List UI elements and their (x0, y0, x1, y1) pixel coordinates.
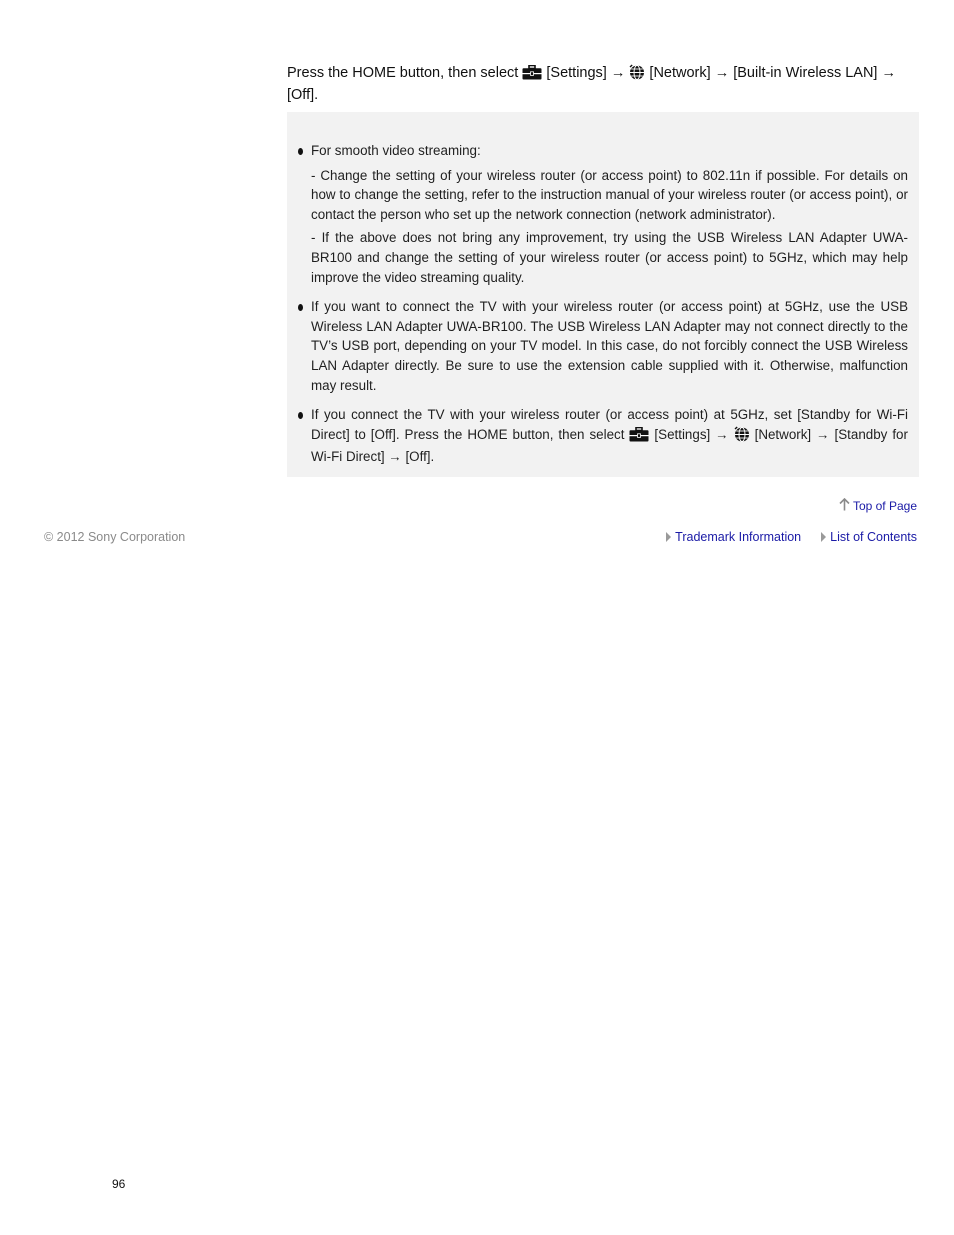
intro-instruction (287, 64, 912, 104)
intro-prefix: Press the HOME button, then select (287, 65, 519, 81)
contents-label: List of Contents (830, 530, 917, 544)
note-sub-item: - If the above does not bring any improvement, try using the USB Wireless LAN Adapter UWA-BR100 and change the setting of your wireless router (or access point) to 5GHz, which may help improve the video streaming quality. (311, 230, 908, 285)
top-of-page-link[interactable] (839, 498, 917, 514)
note-title: For smooth video streaming: (311, 143, 481, 158)
note-item (298, 405, 908, 467)
list-of-contents-link[interactable] (821, 530, 917, 544)
trademark-information-link[interactable] (666, 530, 801, 544)
notes-box (287, 112, 919, 477)
globe-icon (734, 426, 750, 448)
note-sub-item: - Change the setting of your wireless router (or access point) to 802.11n if possible. For details on how to change the setting, refer to the instruction manual of your wireless router (or access point), or contact the person who set up the network connection (network administrator). (311, 167, 908, 222)
note-item (298, 141, 908, 287)
triangle-right-icon (821, 532, 826, 542)
note-settings: [Settings] (654, 426, 711, 442)
triangle-right-icon (666, 532, 671, 542)
toolbox-icon (522, 65, 542, 86)
note-path-rest: → [Standby for Wi-Fi Direct] → [Off]. (311, 426, 908, 465)
bullet-dot (298, 304, 303, 311)
note-text: If you connect the TV with your wireless router (or access point) at 5GHz, set [Standby for Wi-Fi Direct] to [Off]. Press the HOME button, then select (311, 407, 908, 442)
intro-arrow: → (610, 65, 626, 81)
top-of-page-label: Top of Page (852, 499, 917, 513)
note-network: [Network] (754, 426, 812, 442)
note-arrow: → (715, 426, 729, 442)
intro-network: [Network] (649, 65, 711, 81)
page-number: 96 (112, 1177, 126, 1191)
bullet-dot (298, 412, 303, 419)
bullet-dot (298, 148, 303, 155)
copyright: © 2012 Sony Corporation (44, 530, 186, 544)
note-item (298, 297, 908, 395)
intro-settings: [Settings] (546, 65, 607, 81)
footer-links (666, 530, 917, 544)
intro-path-rest: → [Built-in Wireless LAN] → [Off]. (287, 65, 896, 103)
toolbox-icon (629, 427, 649, 448)
up-arrow-icon (839, 498, 850, 514)
note-text: If you want to connect the TV with your wireless router (or access point) at 5GHz, use the USB Wireless LAN Adapter UWA-BR100. The USB Wireless LAN Adapter may not connect directly to the TV’s USB port, depending on your TV model. In this case, do not forcibly connect the USB Wireless LAN Adapter directly. Be sure to use the extension cable supplied with it. Otherwise, malfunction may result. (311, 299, 908, 393)
trademark-label: Trademark Information (675, 530, 802, 544)
globe-icon (629, 64, 645, 86)
